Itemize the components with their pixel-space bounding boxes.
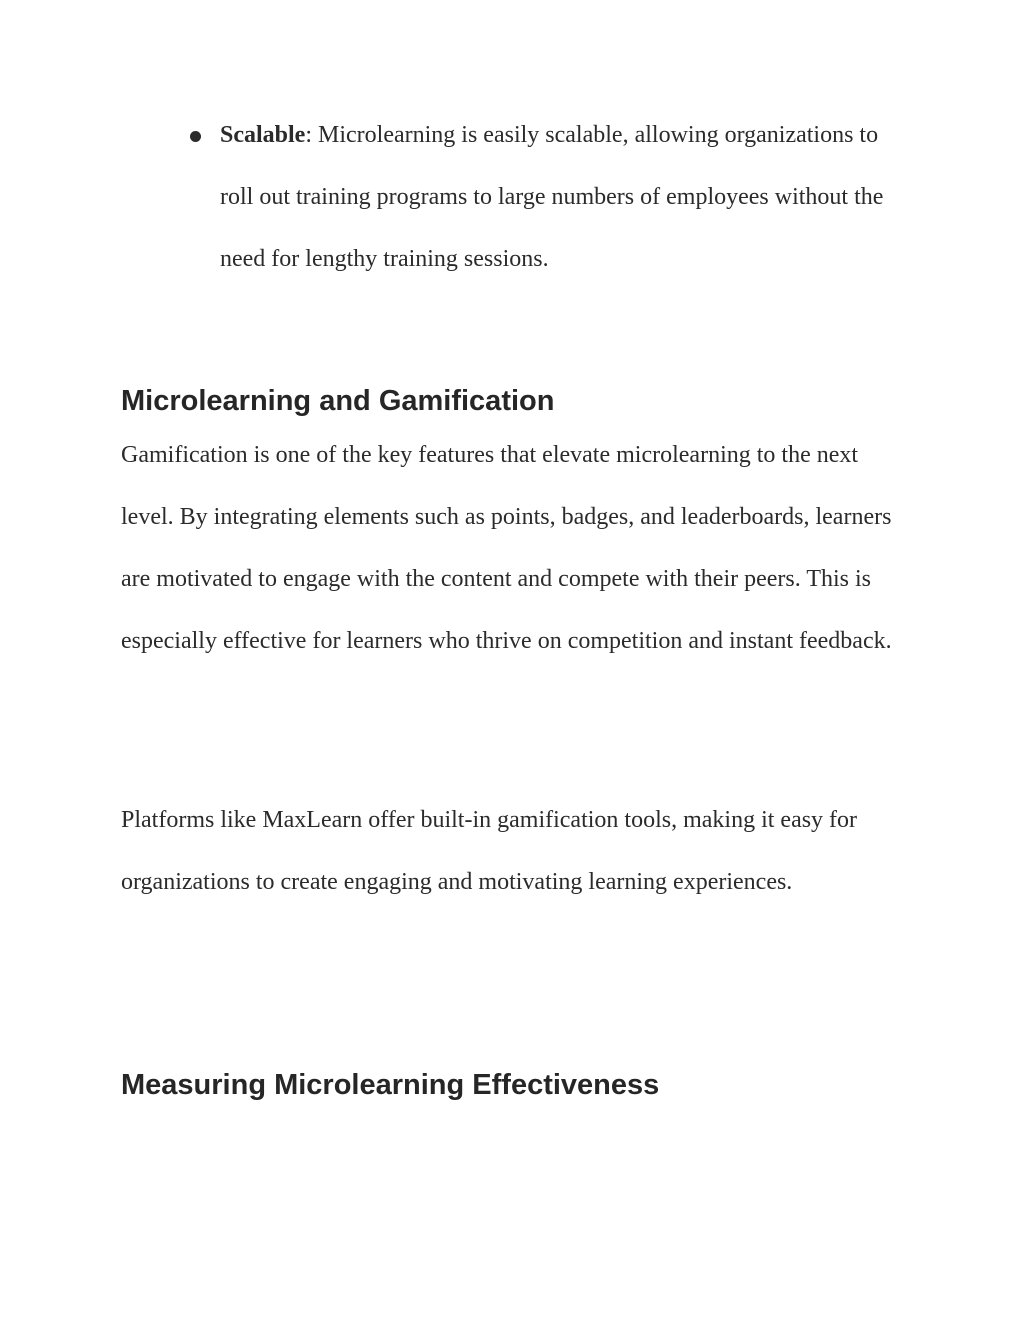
section-heading-gamification: Microlearning and Gamification [121,385,555,417]
bullet-dot-icon [190,131,201,142]
paragraph-gamification-platforms: Platforms like MaxLearn offer built-in gamification tools, making it easy for organizations to create engaging and motivating learning experiences. [121,807,858,895]
bullet-text [220,104,910,290]
bullet-separator: : [305,122,313,148]
bullet-description: Microlearning is easily scalable, allowing organizations to roll out training programs to large numbers of employees without the need for lengthy training sessions. [220,122,884,272]
section-heading-measuring: Measuring Microlearning Effectiveness [121,1069,660,1101]
paragraph-gamification-intro: Gamification is one of the key features that elevate microlearning to the next level. By integrating elements such as points, badges, and leaderboards, learners are motivated to engage with the content and compete with their peers. This is especially effective for learners who thrive on competition and instant feedback. [121,442,892,654]
bullet-term: Scalable [220,122,306,148]
